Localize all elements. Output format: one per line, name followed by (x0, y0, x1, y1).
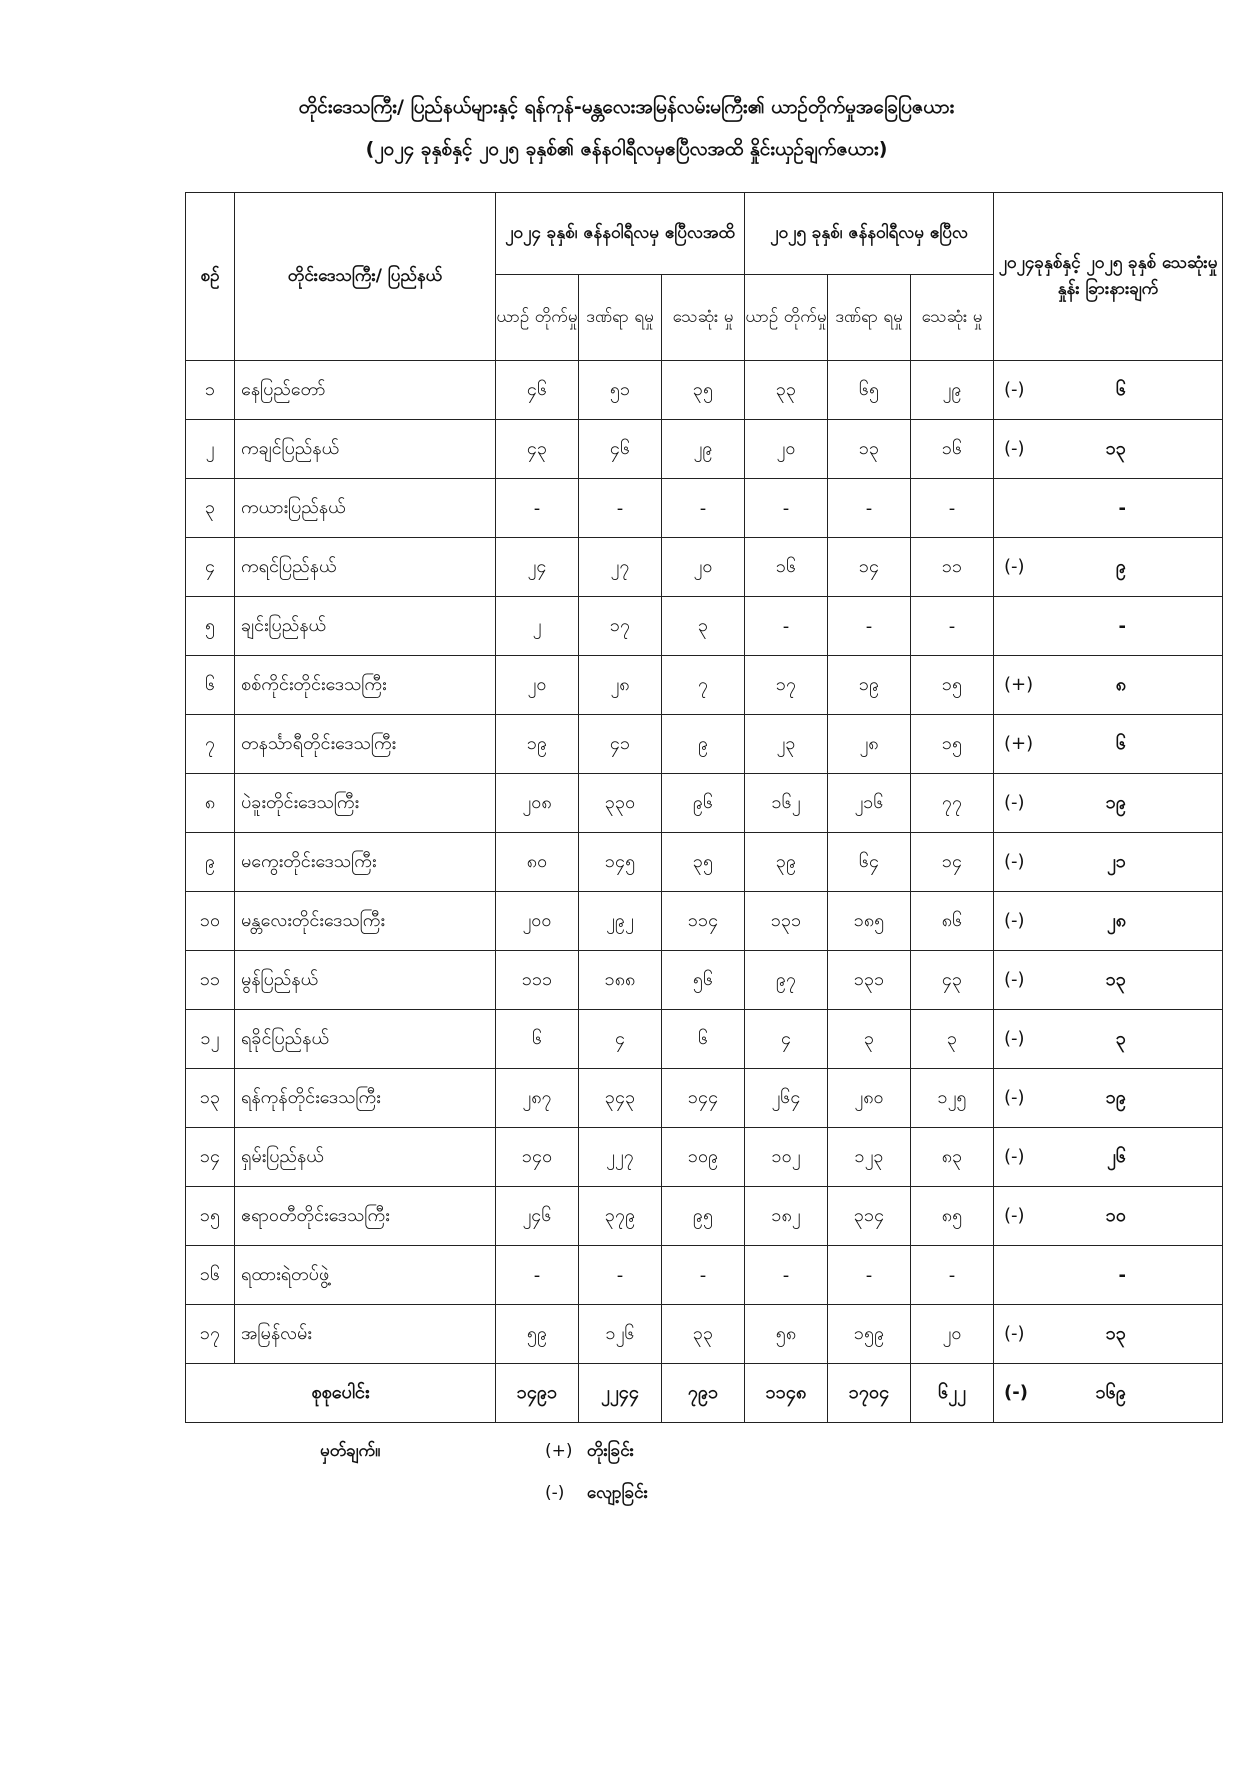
accidents-2025: ၁၀၂ (745, 1128, 828, 1187)
table-row (186, 715, 1223, 774)
accidents-2025: ၁၆ (745, 538, 828, 597)
injured-2025: ၂၈ (828, 715, 911, 774)
difference-sign: (-) (1004, 1322, 1025, 1344)
difference-sign: (-) (1004, 378, 1025, 400)
row-number: ၁၁ (186, 951, 235, 1010)
difference-sign: (-) (1004, 555, 1025, 577)
difference-value: ၃ (1115, 1027, 1127, 1049)
region-name: ကရင်ပြည်နယ် (235, 538, 496, 597)
header-deaths-2024: သေဆုံး မှု (662, 275, 745, 361)
deaths-2024: ၃၅ (662, 833, 745, 892)
deaths-2025: ၇၇ (911, 774, 994, 833)
accidents-2025: - (745, 1246, 828, 1305)
header-comparison: ၂၀၂၄ခုနှစ်နှင့် ၂၀၂၅ ခုနှစ် သေဆုံးမှုနှုန်း ခြားနားချက် (994, 193, 1223, 361)
region-name: မွန်ပြည်နယ် (235, 951, 496, 1010)
accidents-2024: ၂၀၀ (496, 892, 579, 951)
deaths-2024: ၁၀၉ (662, 1128, 745, 1187)
deaths-2025: ၁၁ (911, 538, 994, 597)
difference-cell (994, 1187, 1223, 1246)
region-name: နေပြည်တော် (235, 361, 496, 420)
difference-cell (994, 892, 1223, 951)
injured-2025: ၁၉ (828, 656, 911, 715)
deaths-2025: ၁၂၅ (911, 1069, 994, 1128)
row-number: ၆ (186, 656, 235, 715)
accidents-2025: ၁၈၂ (745, 1187, 828, 1246)
document-title: တိုင်းဒေသကြီး/ ပြည်နယ်များနှင့် ရန်ကုန်-မန္တလေးအမြန်လမ်းမကြီး၏ ယာဉ်တိုက်မှုအခြေပြဇယား (298, 96, 955, 118)
header-injured-2025: ဒဏ်ရာ ရမှု (828, 275, 911, 361)
region-name: ကယားပြည်နယ် (235, 479, 496, 538)
deaths-2025: ၃ (911, 1010, 994, 1069)
difference-cell (994, 597, 1223, 656)
difference-sign: (+) (1004, 673, 1034, 695)
row-number: ၅ (186, 597, 235, 656)
note-decrease (545, 1482, 648, 1507)
header-period-2024: ၂၀၂၄ ခုနှစ်၊ ဇန်နဝါရီလမှ ဧပြီလအထိ (496, 193, 745, 275)
difference-value: - (1118, 1264, 1127, 1286)
table-row (186, 774, 1223, 833)
difference-cell (994, 1364, 1223, 1423)
injured-2024: ၄ (579, 1010, 662, 1069)
table-row (186, 538, 1223, 597)
deaths-2025: - (911, 597, 994, 656)
injured-2024: ၅၁ (579, 361, 662, 420)
table-row (186, 1305, 1223, 1364)
injured-2024: ၁၈၈ (579, 951, 662, 1010)
difference-value: ၁၀ (1105, 1204, 1127, 1226)
header-deaths-2025: သေဆုံး မှု (911, 275, 994, 361)
accidents-2025: ၂၃ (745, 715, 828, 774)
total-injured-2024: ၂၂၄၄ (579, 1364, 662, 1423)
deaths-2024: ၆ (662, 1010, 745, 1069)
difference-cell (994, 1305, 1223, 1364)
deaths-2024: ၂၉ (662, 420, 745, 479)
header-no: စဉ် (186, 193, 235, 361)
table-row (186, 479, 1223, 538)
header-injured-2024: ဒဏ်ရာ ရမှု (579, 275, 662, 361)
deaths-2024: ၉ (662, 715, 745, 774)
injured-2024: ၁၄၅ (579, 833, 662, 892)
difference-cell (994, 361, 1223, 420)
difference-sign: (-) (1004, 1204, 1025, 1226)
total-accidents-2024: ၁၄၉၁ (496, 1364, 579, 1423)
row-number: ၁၄ (186, 1128, 235, 1187)
row-number: ၈ (186, 774, 235, 833)
region-name: ရခိုင်ပြည်နယ် (235, 1010, 496, 1069)
deaths-2024: ၅၆ (662, 951, 745, 1010)
difference-sign: (-) (1004, 1381, 1028, 1403)
accidents-2025: ၂၆၄ (745, 1069, 828, 1128)
region-name: ပဲခူးတိုင်းဒေသကြီး (235, 774, 496, 833)
injured-2025: ၁၂၃ (828, 1128, 911, 1187)
injured-2025: ၃၁၄ (828, 1187, 911, 1246)
deaths-2024: ၉၅ (662, 1187, 745, 1246)
injured-2025: ၆၄ (828, 833, 911, 892)
difference-value: ၂၁ (1107, 850, 1127, 872)
table-body (186, 361, 1223, 1423)
difference-sign: (+) (1004, 732, 1034, 754)
injured-2024: ၃၃၀ (579, 774, 662, 833)
accidents-2024: ၂၄ (496, 538, 579, 597)
header-accidents-2025: ယာဉ် တိုက်မှု (745, 275, 828, 361)
injured-2025: ၃ (828, 1010, 911, 1069)
deaths-2025: - (911, 1246, 994, 1305)
difference-cell (994, 833, 1223, 892)
difference-value: - (1118, 497, 1127, 519)
difference-value: ၁၆၉ (1095, 1381, 1127, 1403)
deaths-2025: ၁၆ (911, 420, 994, 479)
accidents-2024: - (496, 1246, 579, 1305)
deaths-2025: ၄၃ (911, 951, 994, 1010)
injured-2024: - (579, 479, 662, 538)
region-name: ရထားရဲတပ်ဖွဲ့ (235, 1246, 496, 1305)
row-number: ၁၆ (186, 1246, 235, 1305)
row-number: ၉ (186, 833, 235, 892)
accidents-2025: ၂၀ (745, 420, 828, 479)
row-number: ၁၂ (186, 1010, 235, 1069)
accidents-2024: ၁၄၀ (496, 1128, 579, 1187)
difference-sign: (-) (1004, 850, 1025, 872)
accidents-2024: ၁၉ (496, 715, 579, 774)
table-row (186, 1187, 1223, 1246)
total-deaths-2025: ၆၂၂ (911, 1364, 994, 1423)
difference-cell (994, 715, 1223, 774)
difference-sign: (-) (1004, 1086, 1025, 1108)
accidents-2025: - (745, 597, 828, 656)
row-number: ၁ (186, 361, 235, 420)
table-row (186, 892, 1223, 951)
deaths-2024: ၂၀ (662, 538, 745, 597)
table-row (186, 361, 1223, 420)
total-deaths-2024: ၇၉၁ (662, 1364, 745, 1423)
difference-value: ၁၃ (1105, 437, 1127, 459)
region-name: စစ်ကိုင်းတိုင်းဒေသကြီး (235, 656, 496, 715)
injured-2024: ၂၇ (579, 538, 662, 597)
difference-value: ၁၉ (1105, 791, 1127, 813)
injured-2024: ၁၂၆ (579, 1305, 662, 1364)
note-decrease-symbol: (-) (545, 1483, 565, 1503)
injured-2024: ၃၇၉ (579, 1187, 662, 1246)
table-row (186, 597, 1223, 656)
injured-2025: ၁၄ (828, 538, 911, 597)
accidents-2024: ၄၆ (496, 361, 579, 420)
difference-cell (994, 479, 1223, 538)
difference-cell (994, 1010, 1223, 1069)
deaths-2024: ၃၅ (662, 361, 745, 420)
row-number: ၁၃ (186, 1069, 235, 1128)
difference-sign: (-) (1004, 909, 1025, 931)
deaths-2024: - (662, 1246, 745, 1305)
injured-2024: ၄၁ (579, 715, 662, 774)
region-name: ကချင်ပြည်နယ် (235, 420, 496, 479)
injured-2025: ၁၃ (828, 420, 911, 479)
deaths-2025: ၈၆ (911, 892, 994, 951)
total-injured-2025: ၁၇၀၄ (828, 1364, 911, 1423)
region-name: အမြန်လမ်း (235, 1305, 496, 1364)
header-region: တိုင်းဒေသကြီး/ ပြည်နယ် (235, 193, 496, 361)
table-row (186, 420, 1223, 479)
difference-value: ၆ (1115, 732, 1127, 754)
accidents-2024: ၅၉ (496, 1305, 579, 1364)
accidents-2025: ၃၉ (745, 833, 828, 892)
difference-cell (994, 1069, 1223, 1128)
row-number: ၇ (186, 715, 235, 774)
difference-value: ၁၃ (1105, 1322, 1127, 1344)
row-number: ၁၅ (186, 1187, 235, 1246)
region-name: ချင်းပြည်နယ် (235, 597, 496, 656)
difference-value: ၁၃ (1105, 968, 1127, 990)
deaths-2025: ၂၀ (911, 1305, 994, 1364)
difference-sign: (-) (1004, 437, 1025, 459)
row-number: ၄ (186, 538, 235, 597)
table-row (186, 951, 1223, 1010)
deaths-2025: ၈၅ (911, 1187, 994, 1246)
injured-2025: ၁၅၉ (828, 1305, 911, 1364)
difference-cell (994, 538, 1223, 597)
injured-2025: - (828, 1246, 911, 1305)
row-number: ၁၇ (186, 1305, 235, 1364)
difference-cell (994, 1246, 1223, 1305)
injured-2025: ၁၈၅ (828, 892, 911, 951)
injured-2025: ၂၁၆ (828, 774, 911, 833)
note-increase (545, 1440, 634, 1465)
header-period-2025: ၂၀၂၅ ခုနှစ်၊ ဇန်နဝါရီလမှ ဧပြီလ (745, 193, 994, 275)
difference-sign: (-) (1004, 791, 1025, 813)
region-name: ရှမ်းပြည်နယ် (235, 1128, 496, 1187)
difference-sign: (-) (1004, 968, 1025, 990)
injured-2024: ၃၄၃ (579, 1069, 662, 1128)
accidents-2024: - (496, 479, 579, 538)
row-number: ၁၀ (186, 892, 235, 951)
difference-value: ၂၆ (1107, 1145, 1127, 1167)
accidents-2024: ၂၀ (496, 656, 579, 715)
injured-2024: ၂၈ (579, 656, 662, 715)
injured-2025: - (828, 597, 911, 656)
difference-sign: (-) (1004, 1145, 1025, 1167)
note-increase-symbol: (+) (545, 1441, 573, 1461)
deaths-2025: ၁၄ (911, 833, 994, 892)
deaths-2024: ၃၃ (662, 1305, 745, 1364)
total-accidents-2025: ၁၁၄၈ (745, 1364, 828, 1423)
accidents-2024: ၁၁၁ (496, 951, 579, 1010)
accident-comparison-table (185, 192, 1223, 1423)
region-name: ရန်ကုန်တိုင်းဒေသကြီး (235, 1069, 496, 1128)
difference-value: - (1118, 615, 1127, 637)
header-accidents-2024: ယာဉ် တိုက်မှု (496, 275, 579, 361)
accidents-2025: ၉၇ (745, 951, 828, 1010)
note-increase-text: တိုးခြင်း (586, 1441, 634, 1461)
difference-value: ၂၈ (1106, 909, 1127, 931)
difference-value: ၁၉ (1105, 1086, 1127, 1108)
region-name: မန္တလေးတိုင်းဒေသကြီး (235, 892, 496, 951)
accidents-2024: ၂၈၇ (496, 1069, 579, 1128)
injured-2025: ၂၈၀ (828, 1069, 911, 1128)
injured-2024: ၁၇ (579, 597, 662, 656)
difference-value: ၉ (1115, 555, 1127, 577)
injured-2025: ၆၅ (828, 361, 911, 420)
region-name: ဧရာဝတီတိုင်းဒေသကြီး (235, 1187, 496, 1246)
document-subtitle: (၂၀၂၄ ခုနှစ်နှင့် ၂၀၂၅ ခုနှစ်၏ ဇန်နဝါရီလမှဧပြီလအထိ နှိုင်းယှဉ်ချက်ဇယား) (365, 138, 888, 160)
accidents-2025: ၁၃၁ (745, 892, 828, 951)
row-number: ၃ (186, 479, 235, 538)
accidents-2024: ၄၃ (496, 420, 579, 479)
accidents-2025: - (745, 479, 828, 538)
accidents-2025: ၄ (745, 1010, 828, 1069)
difference-value: ၈ (1115, 673, 1127, 695)
deaths-2025: ၈၃ (911, 1128, 994, 1187)
difference-cell (994, 774, 1223, 833)
deaths-2024: ၁၁၄ (662, 892, 745, 951)
table-row (186, 1069, 1223, 1128)
accidents-2025: ၅၈ (745, 1305, 828, 1364)
table-row (186, 656, 1223, 715)
accidents-2025: ၃၃ (745, 361, 828, 420)
accidents-2024: ၂၄၆ (496, 1187, 579, 1246)
difference-sign: (-) (1004, 1027, 1025, 1049)
deaths-2024: ၇ (662, 656, 745, 715)
deaths-2024: ၃ (662, 597, 745, 656)
injured-2024: ၂၂၇ (579, 1128, 662, 1187)
difference-cell (994, 1128, 1223, 1187)
total-label: စုစုပေါင်း (186, 1364, 496, 1423)
table-row (186, 1128, 1223, 1187)
region-name: တနင်္သာရီတိုင်းဒေသကြီး (235, 715, 496, 774)
accidents-2024: ၈၀ (496, 833, 579, 892)
deaths-2025: ၁၅ (911, 715, 994, 774)
accidents-2024: ၂၀၈ (496, 774, 579, 833)
deaths-2024: ၁၄၄ (662, 1069, 745, 1128)
table-row (186, 1010, 1223, 1069)
row-number: ၂ (186, 420, 235, 479)
deaths-2024: ၉၆ (662, 774, 745, 833)
accidents-2025: ၁၇ (745, 656, 828, 715)
difference-cell (994, 656, 1223, 715)
injured-2025: - (828, 479, 911, 538)
total-row (186, 1364, 1223, 1423)
table-header (186, 193, 1223, 361)
deaths-2025: ၂၉ (911, 361, 994, 420)
difference-cell (994, 420, 1223, 479)
region-name: မကွေးတိုင်းဒေသကြီး (235, 833, 496, 892)
injured-2024: ၄၆ (579, 420, 662, 479)
injured-2024: ၂၉၂ (579, 892, 662, 951)
deaths-2025: - (911, 479, 994, 538)
accidents-2024: ၂ (496, 597, 579, 656)
deaths-2024: - (662, 479, 745, 538)
injured-2024: - (579, 1246, 662, 1305)
accidents-2025: ၁၆၂ (745, 774, 828, 833)
accidents-2024: ၆ (496, 1010, 579, 1069)
difference-value: ၆ (1115, 378, 1127, 400)
injured-2025: ၁၃၁ (828, 951, 911, 1010)
note-label: မှတ်ချက်။ (320, 1441, 381, 1461)
difference-cell (994, 951, 1223, 1010)
note-decrease-text: လျော့ခြင်း (586, 1483, 648, 1503)
deaths-2025: ၁၅ (911, 656, 994, 715)
table-row (186, 1246, 1223, 1305)
table-row (186, 833, 1223, 892)
